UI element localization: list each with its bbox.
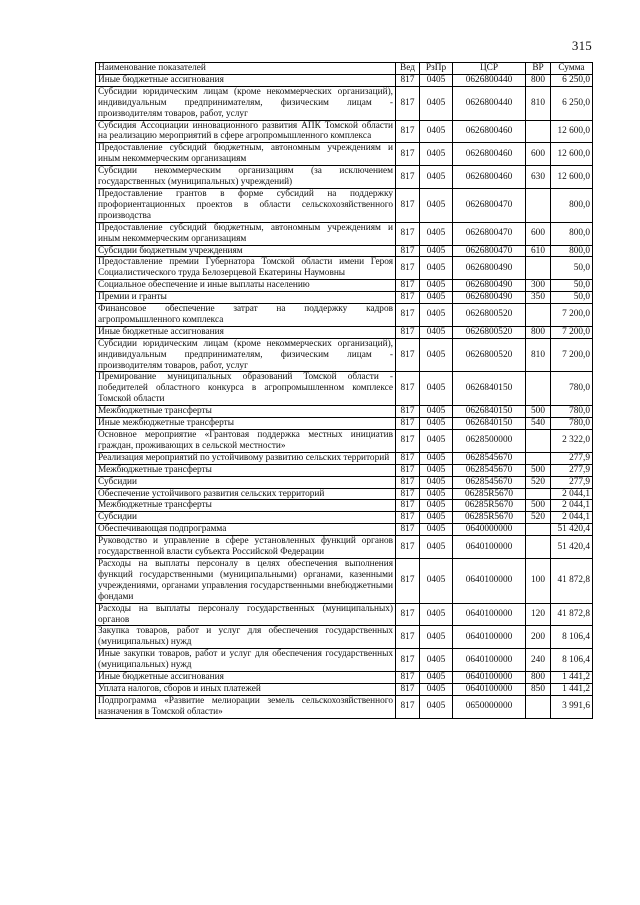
table-row <box>96 372 593 406</box>
table-row <box>96 245 593 257</box>
row-ved: 817 <box>396 558 420 603</box>
row-sum: 6 250,0 <box>551 86 593 120</box>
row-name: Субсидии юридическим лицам (кроме некоммерческих организаций), индивидуальным предпринимателям, физическим лицам - производителям товаров, работ, услуг <box>96 338 396 372</box>
row-csr: 0626800440 <box>453 86 526 120</box>
row-name: Социальное обеспечение и иные выплаты населению <box>96 280 396 292</box>
row-ved: 817 <box>396 452 420 464</box>
row-sum: 1 441,2 <box>551 672 593 684</box>
table-row <box>96 280 593 292</box>
header-ved: Вед <box>396 63 420 75</box>
row-csr: 0628545670 <box>453 464 526 476</box>
row-ved: 817 <box>396 120 420 143</box>
row-sum: 7 200,0 <box>551 326 593 338</box>
row-csr: 0628545670 <box>453 452 526 464</box>
row-rzpr: 0405 <box>420 120 453 143</box>
row-rzpr: 0405 <box>420 418 453 430</box>
row-csr: 0640100000 <box>453 603 526 626</box>
row-name: Обеспечение устойчивого развития сельских территорий <box>96 488 396 500</box>
row-sum: 800,0 <box>551 245 593 257</box>
table-header-row <box>96 63 593 75</box>
row-sum: 3 991,6 <box>551 695 593 718</box>
row-ved: 817 <box>396 418 420 430</box>
row-name: Закупка товаров, работ и услуг для обеспечения государственных (муниципальных) нужд <box>96 626 396 649</box>
row-sum: 8 106,4 <box>551 649 593 672</box>
table-row <box>96 326 593 338</box>
row-ved: 817 <box>396 222 420 245</box>
row-name: Субсидия Ассоциации инновационного развития АПК Томской области на реализацию мероприятий в сфере агропромышленного комплекса <box>96 120 396 143</box>
row-vr: 850 <box>526 683 551 695</box>
row-csr: 0626800470 <box>453 222 526 245</box>
row-rzpr: 0405 <box>420 74 453 86</box>
row-ved: 817 <box>396 603 420 626</box>
row-csr: 0640100000 <box>453 536 526 559</box>
header-sum: Сумма <box>551 63 593 75</box>
row-ved: 817 <box>396 672 420 684</box>
table-row <box>96 166 593 189</box>
table-row <box>96 452 593 464</box>
row-rzpr: 0405 <box>420 222 453 245</box>
row-vr: 610 <box>526 245 551 257</box>
row-rzpr: 0405 <box>420 143 453 166</box>
row-sum: 8 106,4 <box>551 626 593 649</box>
row-name: Основное мероприятие «Грантовая поддержка местных инициатив граждан, проживающих в сельской местности» <box>96 430 396 453</box>
row-sum: 780,0 <box>551 418 593 430</box>
row-name: Субсидии <box>96 476 396 488</box>
row-vr <box>526 536 551 559</box>
row-vr <box>526 304 551 327</box>
row-rzpr: 0405 <box>420 166 453 189</box>
row-csr: 06285R5670 <box>453 512 526 524</box>
row-sum: 2 044,1 <box>551 488 593 500</box>
row-vr <box>526 372 551 406</box>
row-sum: 51 420,4 <box>551 524 593 536</box>
row-csr: 0626800470 <box>453 188 526 222</box>
table-row <box>96 188 593 222</box>
row-rzpr: 0405 <box>420 372 453 406</box>
row-ved: 817 <box>396 488 420 500</box>
row-sum: 780,0 <box>551 372 593 406</box>
table-row <box>96 464 593 476</box>
row-name: Предоставление премии Губернатора Томской области имени Героя Социалистического труда Белозерцевой Екатерины Наумовны <box>96 257 396 280</box>
row-vr: 120 <box>526 603 551 626</box>
row-vr: 810 <box>526 338 551 372</box>
table-row <box>96 524 593 536</box>
row-rzpr: 0405 <box>420 476 453 488</box>
row-rzpr: 0405 <box>420 188 453 222</box>
row-csr: 0640100000 <box>453 649 526 672</box>
row-vr: 800 <box>526 326 551 338</box>
row-ved: 817 <box>396 406 420 418</box>
row-name: Расходы на выплаты персоналу государственных (муниципальных) органов <box>96 603 396 626</box>
table-row <box>96 406 593 418</box>
table-row <box>96 74 593 86</box>
row-ved: 817 <box>396 649 420 672</box>
table-row <box>96 304 593 327</box>
row-csr: 0640100000 <box>453 626 526 649</box>
table-row <box>96 120 593 143</box>
row-sum: 780,0 <box>551 406 593 418</box>
row-name: Межбюджетные трансферты <box>96 464 396 476</box>
row-rzpr: 0405 <box>420 649 453 672</box>
row-vr: 810 <box>526 86 551 120</box>
header-name: Наименование показателей <box>96 63 396 75</box>
table-row <box>96 292 593 304</box>
row-sum: 50,0 <box>551 280 593 292</box>
row-name: Субсидии некоммерческим организациям (за исключением государственных (муниципальных) учреждений) <box>96 166 396 189</box>
row-rzpr: 0405 <box>420 257 453 280</box>
row-vr: 520 <box>526 512 551 524</box>
row-ved: 817 <box>396 524 420 536</box>
row-sum: 12 600,0 <box>551 120 593 143</box>
row-csr: 0640100000 <box>453 683 526 695</box>
row-sum: 277,9 <box>551 452 593 464</box>
row-rzpr: 0405 <box>420 524 453 536</box>
row-vr <box>526 452 551 464</box>
row-csr: 06285R5670 <box>453 488 526 500</box>
table-row <box>96 695 593 718</box>
row-rzpr: 0405 <box>420 338 453 372</box>
row-sum: 12 600,0 <box>551 143 593 166</box>
row-name: Субсидии юридическим лицам (кроме некоммерческих организаций), индивидуальным предпринимателям, физическим лицам - производителям товаров, работ, услуг <box>96 86 396 120</box>
row-name: Обеспечивающая подпрограмма <box>96 524 396 536</box>
row-vr: 500 <box>526 406 551 418</box>
row-sum: 41 872,8 <box>551 558 593 603</box>
row-rzpr: 0405 <box>420 464 453 476</box>
row-csr: 0640000000 <box>453 524 526 536</box>
table-row <box>96 558 593 603</box>
row-rzpr: 0405 <box>420 683 453 695</box>
row-sum: 50,0 <box>551 257 593 280</box>
row-vr <box>526 120 551 143</box>
row-csr: 0640100000 <box>453 558 526 603</box>
row-ved: 817 <box>396 695 420 718</box>
row-sum: 277,9 <box>551 476 593 488</box>
row-csr: 0626840150 <box>453 406 526 418</box>
row-csr: 0626800460 <box>453 166 526 189</box>
row-name: Расходы на выплаты персоналу в целях обеспечения выполнения функций государственными (муниципальными) органами, казенными учреждениями, органами управления государственными внебюджетными фондами <box>96 558 396 603</box>
row-ved: 817 <box>396 245 420 257</box>
row-name: Субсидии бюджетным учреждениям <box>96 245 396 257</box>
row-rzpr: 0405 <box>420 603 453 626</box>
row-ved: 817 <box>396 74 420 86</box>
row-ved: 817 <box>396 338 420 372</box>
row-sum: 2 044,1 <box>551 512 593 524</box>
row-ved: 817 <box>396 292 420 304</box>
row-rzpr: 0405 <box>420 430 453 453</box>
row-vr <box>526 430 551 453</box>
row-name: Иные бюджетные ассигнования <box>96 326 396 338</box>
row-sum: 12 600,0 <box>551 166 593 189</box>
row-vr <box>526 188 551 222</box>
row-name: Иные бюджетные ассигнования <box>96 74 396 86</box>
table-row <box>96 603 593 626</box>
row-name: Межбюджетные трансферты <box>96 500 396 512</box>
row-vr: 520 <box>526 476 551 488</box>
row-rzpr: 0405 <box>420 86 453 120</box>
row-name: Предоставление субсидий бюджетным, автономным учреждениям и иным некоммерческим организациям <box>96 222 396 245</box>
row-ved: 817 <box>396 512 420 524</box>
header-vr: ВР <box>526 63 551 75</box>
row-ved: 817 <box>396 536 420 559</box>
row-vr <box>526 695 551 718</box>
row-sum: 1 441,2 <box>551 683 593 695</box>
table-row <box>96 649 593 672</box>
table-row <box>96 222 593 245</box>
row-sum: 7 200,0 <box>551 338 593 372</box>
row-ved: 817 <box>396 464 420 476</box>
table-row <box>96 430 593 453</box>
row-csr: 0628545670 <box>453 476 526 488</box>
row-csr: 0626800520 <box>453 326 526 338</box>
row-sum: 6 250,0 <box>551 74 593 86</box>
row-csr: 06285R5670 <box>453 500 526 512</box>
row-rzpr: 0405 <box>420 304 453 327</box>
row-csr: 0626800490 <box>453 280 526 292</box>
row-name: Уплата налогов, сборов и иных платежей <box>96 683 396 695</box>
row-name: Предоставление грантов в форме субсидий на поддержку профориентационных проектов в области сельскохозяйственного производства <box>96 188 396 222</box>
row-ved: 817 <box>396 166 420 189</box>
row-csr: 0626840150 <box>453 418 526 430</box>
row-sum: 2 322,0 <box>551 430 593 453</box>
page-number: 315 <box>571 38 592 53</box>
row-vr: 500 <box>526 464 551 476</box>
table-row <box>96 418 593 430</box>
row-ved: 817 <box>396 188 420 222</box>
row-rzpr: 0405 <box>420 280 453 292</box>
row-csr: 0626800440 <box>453 74 526 86</box>
row-csr: 0626800490 <box>453 257 526 280</box>
row-ved: 817 <box>396 683 420 695</box>
row-rzpr: 0405 <box>420 245 453 257</box>
row-csr: 0640100000 <box>453 672 526 684</box>
row-name: Финансовое обеспечение затрат на поддержку кадров агропромышленного комплекса <box>96 304 396 327</box>
row-csr: 0626800520 <box>453 304 526 327</box>
row-name: Реализация мероприятий по устойчивому развитию сельских территорий <box>96 452 396 464</box>
row-rzpr: 0405 <box>420 292 453 304</box>
table-row <box>96 536 593 559</box>
row-vr: 800 <box>526 672 551 684</box>
row-vr <box>526 488 551 500</box>
row-csr: 0626800490 <box>453 292 526 304</box>
row-ved: 817 <box>396 143 420 166</box>
row-rzpr: 0405 <box>420 488 453 500</box>
table-row <box>96 626 593 649</box>
table-row <box>96 86 593 120</box>
row-sum: 800,0 <box>551 188 593 222</box>
row-vr: 600 <box>526 222 551 245</box>
row-sum: 277,9 <box>551 464 593 476</box>
table-row <box>96 500 593 512</box>
row-rzpr: 0405 <box>420 452 453 464</box>
row-sum: 800,0 <box>551 222 593 245</box>
row-vr: 350 <box>526 292 551 304</box>
row-name: Субсидии <box>96 512 396 524</box>
row-name: Предоставление субсидий бюджетным, автономным учреждениям и иным некоммерческим организациям <box>96 143 396 166</box>
table-row <box>96 512 593 524</box>
table-row <box>96 672 593 684</box>
row-name: Премии и гранты <box>96 292 396 304</box>
row-vr: 300 <box>526 280 551 292</box>
row-csr: 0626800460 <box>453 143 526 166</box>
row-name: Иные закупки товаров, работ и услуг для обеспечения государственных (муниципальных) нужд <box>96 649 396 672</box>
row-rzpr: 0405 <box>420 558 453 603</box>
row-rzpr: 0405 <box>420 406 453 418</box>
row-ved: 817 <box>396 86 420 120</box>
row-ved: 817 <box>396 500 420 512</box>
row-csr: 0626840150 <box>453 372 526 406</box>
row-vr <box>526 524 551 536</box>
row-vr: 630 <box>526 166 551 189</box>
header-csr: ЦСР <box>453 63 526 75</box>
row-vr: 540 <box>526 418 551 430</box>
row-ved: 817 <box>396 257 420 280</box>
row-vr: 500 <box>526 500 551 512</box>
row-rzpr: 0405 <box>420 536 453 559</box>
row-sum: 51 420,4 <box>551 536 593 559</box>
row-sum: 41 872,8 <box>551 603 593 626</box>
row-name: Иные бюджетные ассигнования <box>96 672 396 684</box>
row-vr <box>526 257 551 280</box>
budget-table <box>95 62 593 719</box>
row-csr: 0628500000 <box>453 430 526 453</box>
table-row <box>96 683 593 695</box>
row-csr: 0626800470 <box>453 245 526 257</box>
row-ved: 817 <box>396 476 420 488</box>
row-rzpr: 0405 <box>420 672 453 684</box>
row-name: Руководство и управление в сфере установленных функций органов государственной власти субъекта Российской Федерации <box>96 536 396 559</box>
row-ved: 817 <box>396 430 420 453</box>
row-name: Иные межбюджетные трансферты <box>96 418 396 430</box>
row-csr: 0626800460 <box>453 120 526 143</box>
row-ved: 817 <box>396 626 420 649</box>
table-row <box>96 476 593 488</box>
row-rzpr: 0405 <box>420 512 453 524</box>
table-row <box>96 257 593 280</box>
row-ved: 817 <box>396 326 420 338</box>
row-rzpr: 0405 <box>420 695 453 718</box>
row-csr: 0650000000 <box>453 695 526 718</box>
row-rzpr: 0405 <box>420 326 453 338</box>
row-vr: 600 <box>526 143 551 166</box>
row-name: Подпрограмма «Развитие мелиорации земель сельскохозяйственного назначения в Томской области» <box>96 695 396 718</box>
row-vr: 800 <box>526 74 551 86</box>
table-row <box>96 488 593 500</box>
table-row <box>96 338 593 372</box>
row-rzpr: 0405 <box>420 626 453 649</box>
row-vr: 240 <box>526 649 551 672</box>
row-csr: 0626800520 <box>453 338 526 372</box>
row-sum: 50,0 <box>551 292 593 304</box>
row-ved: 817 <box>396 304 420 327</box>
row-vr: 100 <box>526 558 551 603</box>
row-rzpr: 0405 <box>420 500 453 512</box>
header-rzpr: РзПр <box>420 63 453 75</box>
row-sum: 2 044,1 <box>551 500 593 512</box>
row-ved: 817 <box>396 372 420 406</box>
row-vr: 200 <box>526 626 551 649</box>
row-name: Премирование муниципальных образований Томской области - победителей областного конкурса в агропромышленном комплексе Томской области <box>96 372 396 406</box>
row-name: Межбюджетные трансферты <box>96 406 396 418</box>
table-row <box>96 143 593 166</box>
row-sum: 7 200,0 <box>551 304 593 327</box>
row-ved: 817 <box>396 280 420 292</box>
